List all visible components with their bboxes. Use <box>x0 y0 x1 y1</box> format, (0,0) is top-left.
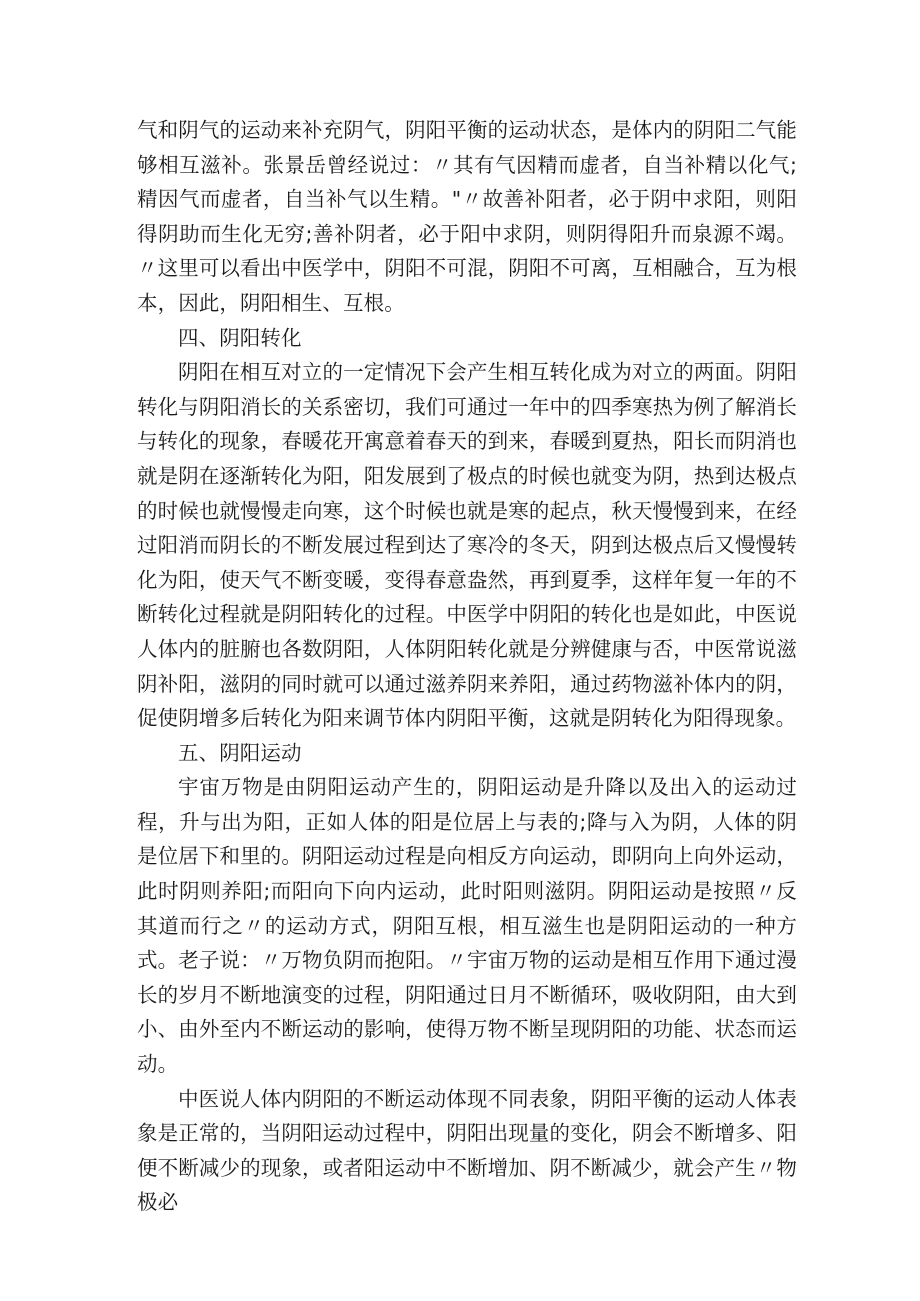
document-body <box>137 113 797 1220</box>
section-heading: 四、阴阳转化 <box>178 325 302 350</box>
body-paragraph: 宇宙万物是由阴阳运动产生的，阴阳运动是升降以及出入的运动过程，升与出为阳，正如人体的阳是位居上与表的;降与入为阴，人体的阴是位居下和里的。阴阳运动过程是向相反方向运动，即阴向上向外运动，此时阴则养阳;而阳向下向内运动，此时阳则滋阴。阴阳运动是按照〃反其道而行之〃的运动方式，阴阳互根，相互滋生也是阴阳运动的一种方式。老子说：〃万物负阴而抱阳。〃宇宙万物的运动是相互作用下通过漫长的岁月不断地演变的过程，阴阳通过日月不断循环，吸收阴阳，由大到小、由外至内不断运动的影响，使得万物不断呈现阴阳的功能、状态而运动。 <box>137 775 797 1077</box>
section-heading: 五、阴阳运动 <box>178 740 302 765</box>
body-paragraph: 气和阴气的运动来补充阴气，阴阳平衡的运动状态，是体内的阴阳二气能够相互滋补。张景岳曾经说过：〃其有气因精而虚者，自当补精以化气;精因气而虚者，自当补气以生精。"〃故善补阳者，必于阴中求阳，则阳得阴助而生化无穷;善补阴者，必于阳中求阴，则阴得阳升而泉源不竭。〃这里可以看出中医学中，阴阳不可混，阴阳不可离，互相融合，互为根本，因此，阴阳相生、互根。 <box>137 118 797 315</box>
body-paragraph: 中医说人体内阴阳的不断运动体现不同表象，阴阳平衡的运动人体表象是正常的，当阴阳运动过程中，阴阳出现量的变化，阴会不断增多、阳便不断减少的现象，或者阳运动中不断增加、阴不断减少，就会产生〃物极必 <box>137 1086 797 1215</box>
body-paragraph: 阴阳在相互对立的一定情况下会产生相互转化成为对立的两面。阴阳转化与阴阳消长的关系密切，我们可通过一年中的四季寒热为例了解消长与转化的现象，春暖花开寓意着春天的到来，春暖到夏热，阳长而阴消也就是阴在逐渐转化为阳，阳发展到了极点的时候也就变为阴，热到达极点的时候也就慢慢走向寒，这个时候也就是寒的起点，秋天慢慢到来，在经过阳消而阴长的不断发展过程到达了寒冷的冬天，阴到达极点后又慢慢转化为阳，使天气不断变暖，变得春意盎然，再到夏季，这样年复一年的不断转化过程就是阴阳转化的过程。中医学中阴阳的转化也是如此，中医说人体内的脏腑也各数阴阳，人体阴阳转化就是分辨健康与否，中医常说滋阴补阳，滋阴的同时就可以通过滋养阴来养阳，通过药物滋补体内的阴，促使阴增多后转化为阳来调节体内阴阳平衡，这就是阴转化为阳得现象。 <box>137 360 797 731</box>
